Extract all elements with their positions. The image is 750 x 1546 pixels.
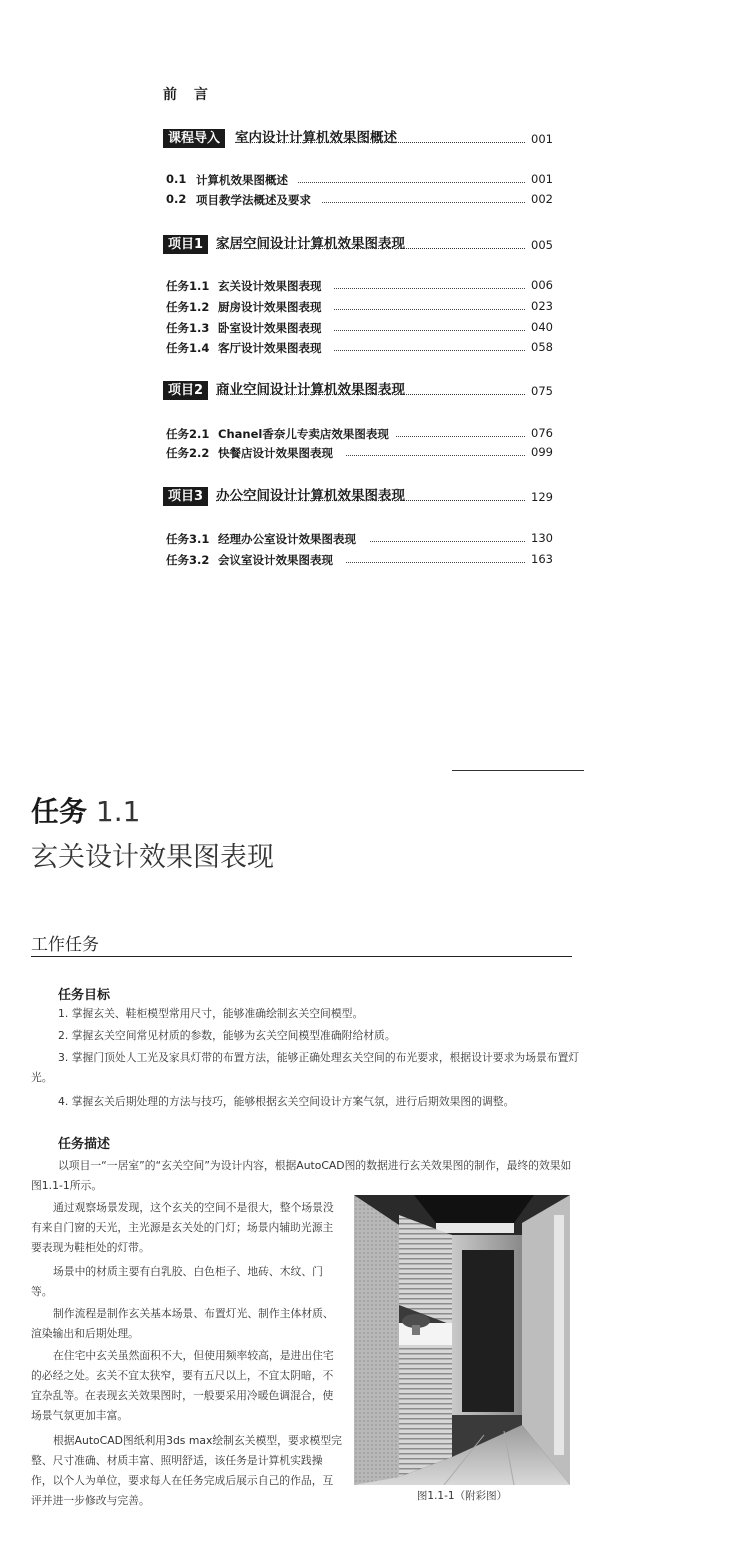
goal-item: 1. 掌握玄关、鞋柜模型常用尺寸，能够准确绘制玄关空间模型。: [58, 1007, 364, 1020]
dot-leader: [346, 455, 525, 456]
chapter-title: 玄关设计效果图表现: [31, 842, 274, 873]
dot-leader: [346, 562, 525, 563]
entry-number: 任务3.1: [166, 532, 210, 546]
entry-number: 任务2.2: [166, 446, 210, 460]
toc-entry: [166, 320, 553, 336]
entry-page: 058: [531, 340, 553, 354]
entry-number: 0.1: [166, 172, 187, 186]
desc-paragraph: 通过观察场景发现，这个玄关的空间不是很大，整个场景没有来自门窗的天光，主光源是玄关处的门灯；场景内辅助光源主要表现为鞋柜处的灯带。: [31, 1201, 334, 1254]
entry-text: 玄关设计效果图表现: [218, 279, 322, 293]
dot-leader: [334, 309, 525, 310]
entry-page: 040: [531, 320, 553, 334]
entry-number: 任务1.4: [166, 341, 210, 355]
figure-caption: 图1.1-1（附彩图）: [416, 1490, 508, 1502]
section-tag: 课程导入: [163, 129, 225, 148]
section-page: 005: [531, 238, 553, 252]
toc-section-project-1: [163, 235, 553, 257]
desc-intro: 以项目一“一居室”的“玄关空间”为设计内容，根据AutoCAD图的数据进行玄关效果图的制作，最终的效果如图1.1-1所示。: [31, 1159, 572, 1192]
dot-leader: [322, 202, 525, 203]
goal-item: 4. 掌握玄关后期处理的方法与技巧，能够根据玄关空间设计方案气氛，进行后期效果图的调整。: [58, 1095, 515, 1108]
entry-page: 076: [531, 426, 553, 440]
chapter-label-word: 任务: [31, 795, 88, 828]
entry-page: 006: [531, 278, 553, 292]
toc-entry: [166, 278, 553, 294]
dot-leader: [298, 182, 525, 183]
entry-text: 项目教学法概述及要求: [196, 193, 311, 207]
entry-page: 002: [531, 192, 553, 206]
entry-text: 经理办公室设计效果图表现: [218, 532, 356, 546]
dot-leader: [334, 330, 525, 331]
toc-entry: [166, 426, 553, 442]
desc-paragraph: 根据AutoCAD图纸利用3ds max绘制玄关模型，要求模型完整、尺寸准确、材质丰富、照明舒适，该任务是计算机实践操作，以个人为单位，要求每人在任务完成后展示自己的作品，互评并进一步修改与完善。: [31, 1434, 342, 1507]
section-page: 129: [531, 490, 553, 504]
toc-entry: [166, 445, 553, 461]
section-title: 家居空间设计计算机效果图表现: [216, 236, 405, 252]
goals-heading: 任务目标: [58, 988, 111, 1003]
section-heading: 工作任务: [31, 935, 99, 955]
dot-leader: [216, 394, 525, 395]
entry-page: 001: [531, 172, 553, 186]
chapter-label: [31, 795, 140, 829]
dot-leader: [334, 288, 525, 289]
goal-item: 2. 掌握玄关空间常见材质的参数，能够为玄关空间模型准确附给材质。: [58, 1029, 396, 1042]
entry-number: 任务1.3: [166, 321, 210, 335]
section-title: 室内设计计算机效果图概述: [235, 130, 397, 146]
entry-page: 163: [531, 552, 553, 566]
section-title: 商业空间设计计算机效果图表现: [216, 382, 405, 398]
toc-section-project-2: [163, 381, 553, 403]
dot-leader: [216, 500, 525, 501]
entry-text: 卧室设计效果图表现: [218, 321, 322, 335]
desc-heading: 任务描述: [58, 1137, 111, 1152]
section-page: 075: [531, 384, 553, 398]
section-tag: 项目3: [163, 487, 208, 506]
dot-leader: [334, 350, 525, 351]
section-tag: 项目2: [163, 381, 208, 400]
toc-section-intro: [163, 129, 553, 151]
section-rule: [31, 956, 572, 957]
entry-text: 厨房设计效果图表现: [218, 300, 322, 314]
entry-text: 快餐店设计效果图表现: [218, 446, 333, 460]
entryway-render-image: [354, 1195, 570, 1485]
entry-number: 任务1.1: [166, 279, 210, 293]
entry-text: 客厅设计效果图表现: [218, 341, 322, 355]
top-rule: [452, 770, 584, 771]
section-title: 办公空间设计计算机效果图表现: [216, 488, 405, 504]
entry-text: Chanel香奈儿专卖店效果图表现: [218, 427, 389, 441]
toc-entry: [166, 552, 553, 568]
toc-section-project-3: [163, 487, 553, 509]
chapter-label-number: 1.1: [95, 795, 141, 828]
entry-page: 023: [531, 299, 553, 313]
toc-entry: [166, 172, 553, 188]
entry-number: 任务1.2: [166, 300, 210, 314]
dot-leader: [396, 436, 525, 437]
desc-paragraph: 制作流程是制作玄关基本场景、布置灯光、制作主体材质、渲染输出和后期处理。: [31, 1307, 334, 1340]
toc-entry: [166, 340, 553, 356]
entry-page: 130: [531, 531, 553, 545]
goal-item: 3. 掌握门顶处人工光及家具灯带的布置方法，能够正确处理玄关空间的布光要求，根据设计要求为场景布置灯光。: [31, 1051, 580, 1084]
desc-paragraph: 在住宅中玄关虽然面积不大，但使用频率较高，是进出住宅的必经之处。玄关不宜太狭窄，要有五尺以上，不宜太阴暗，不宜杂乱等。在表现玄关效果图时，一般要采用冷暖色调混合，使场景气氛更加丰富。: [31, 1349, 334, 1422]
desc-paragraph: 场景中的材质主要有白乳胶、白色柜子、地砖、木纹、门等。: [31, 1265, 323, 1298]
toc-entry: [166, 531, 553, 547]
entry-number: 任务3.2: [166, 553, 210, 567]
entry-text: 会议室设计效果图表现: [218, 553, 333, 567]
preface-heading: 前 言: [163, 87, 214, 103]
entry-number: 0.2: [166, 192, 187, 206]
dot-leader: [216, 248, 525, 249]
dot-leader: [235, 142, 525, 143]
entry-number: 任务2.1: [166, 427, 210, 441]
toc-entry: [166, 192, 553, 208]
toc-entry: [166, 299, 553, 315]
dot-leader: [370, 541, 525, 542]
entry-page: 099: [531, 445, 553, 459]
entry-text: 计算机效果图概述: [196, 173, 288, 187]
section-tag: 项目1: [163, 235, 208, 254]
section-page: 001: [531, 132, 553, 146]
